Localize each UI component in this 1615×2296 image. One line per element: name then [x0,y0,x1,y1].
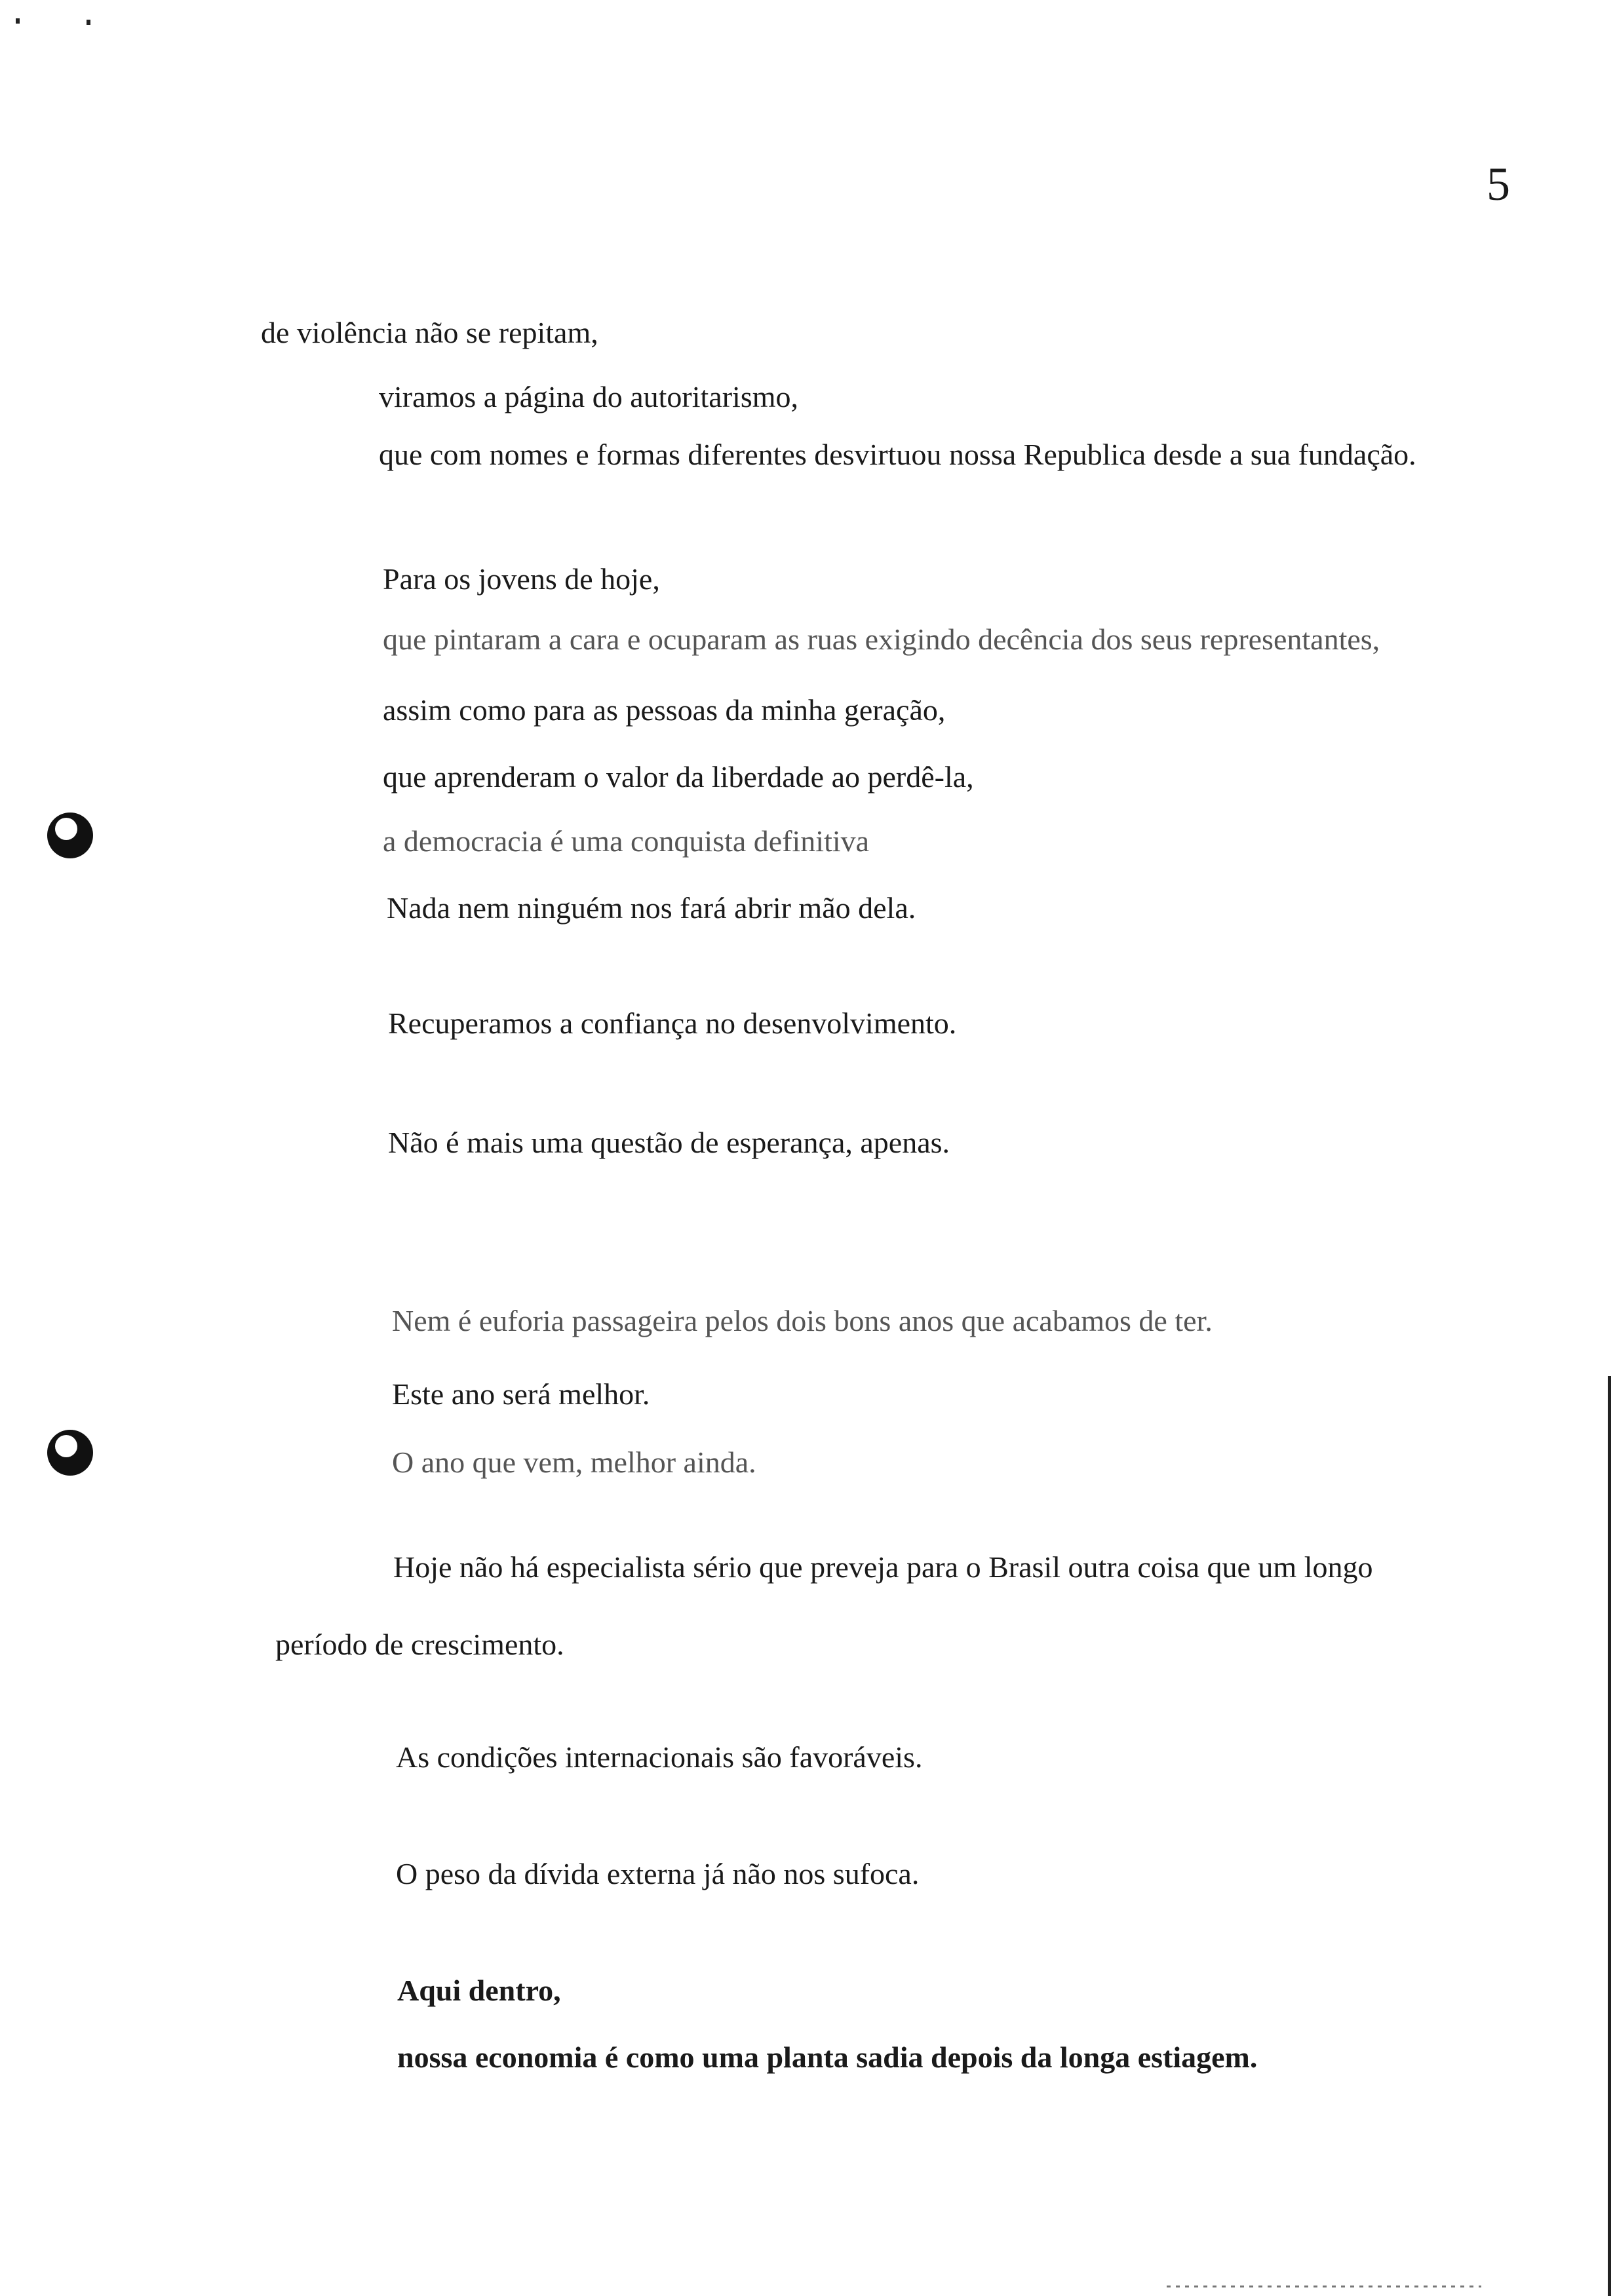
scan-speck [87,20,90,25]
text-line: que pintaram a cara e ocuparam as ruas exigindo decência dos seus representantes, [383,622,1380,656]
text-line: Nem é euforia passageira pelos dois bons anos que acabamos de ter. [392,1304,1213,1337]
text-line: Não é mais uma questão de esperança, apenas. [388,1126,950,1159]
text-line: As condições internacionais são favoráveis. [396,1740,923,1774]
text-line: O peso da dívida externa já não nos sufoca. [396,1857,920,1890]
text-line: Nada nem ninguém nos fará abrir mão dela. [387,891,916,925]
punch-hole [47,1430,93,1476]
text-line: Para os jovens de hoje, [383,562,660,596]
text-line: Hoje não há especialista sério que preveja para o Brasil outra coisa que um longo [393,1550,1373,1584]
text-line: que aprenderam o valor da liberdade ao perdê-la, [383,760,974,794]
text-line: Este ano será melhor. [392,1377,650,1411]
text-line: período de crescimento. [275,1628,564,1661]
page-number: 5 [1487,158,1510,210]
text-line: assim como para as pessoas da minha geração, [383,693,946,727]
text-line: Recuperamos a confiança no desenvolvimento. [388,1006,957,1040]
scan-noise [1167,2286,1481,2287]
scan-speck [16,18,20,24]
text-line: O ano que vem, melhor ainda. [392,1445,756,1479]
text-line: que com nomes e formas diferentes desvirtuou nossa Republica desde a sua fundação. [379,438,1416,471]
text-line: Aqui dentro, [397,1974,561,2007]
text-line: a democracia é uma conquista definitiva [383,824,870,858]
text-line: viramos a página do autoritarismo, [379,380,799,413]
punch-hole [47,813,93,858]
page-edge-shadow [1608,1376,1611,2296]
text-line: nossa economia é como uma planta sadia depois da longa estiagem. [397,2040,1258,2074]
text-line: de violência não se repitam, [261,316,598,349]
